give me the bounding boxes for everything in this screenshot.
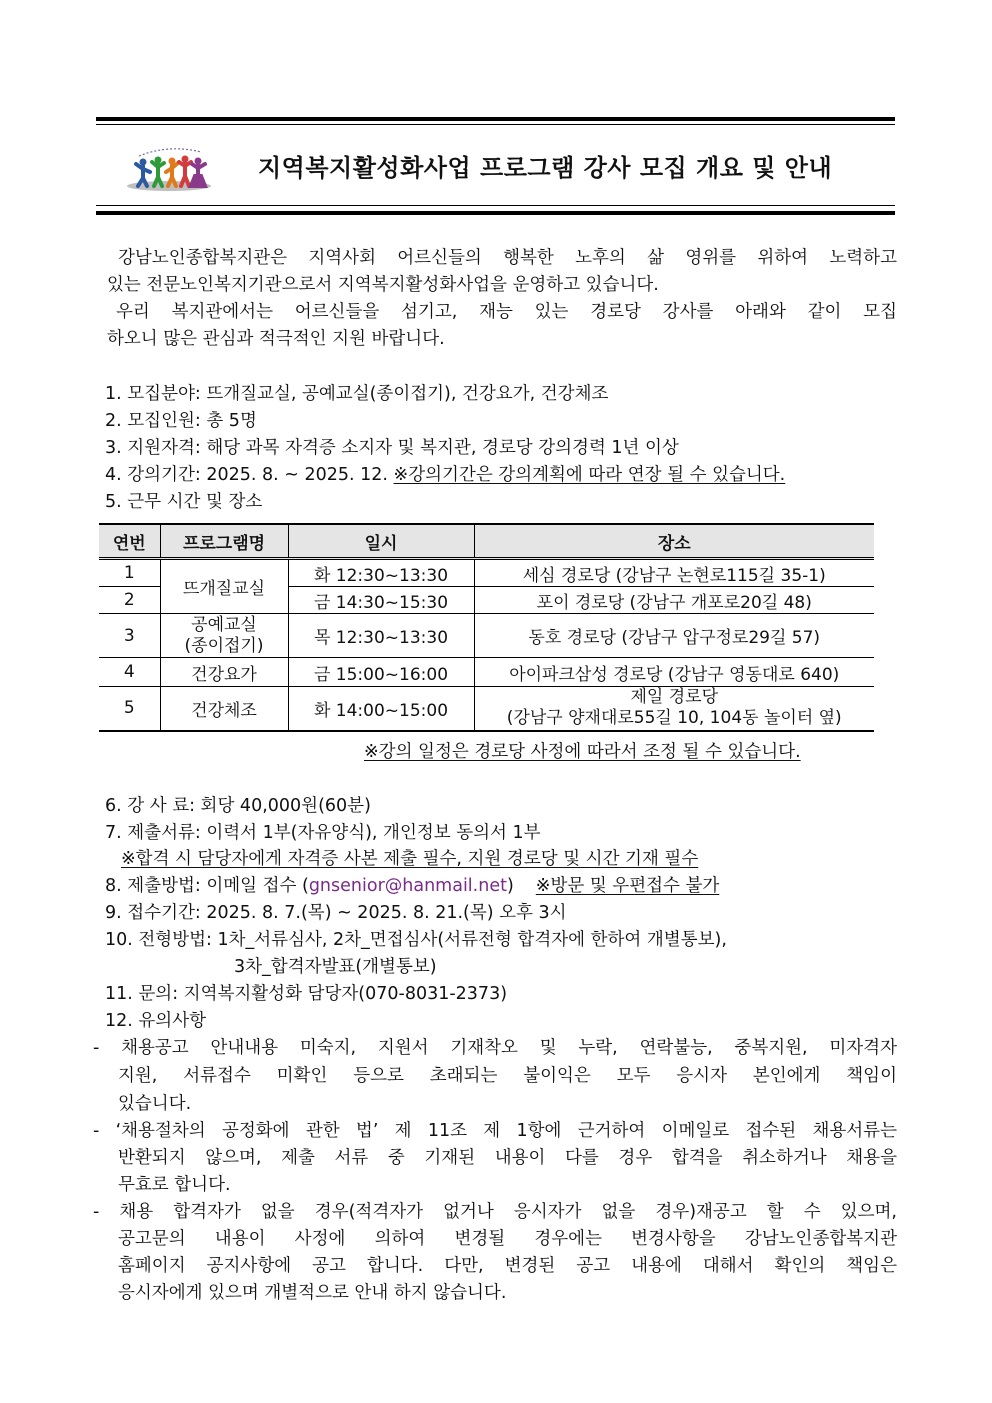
- header-top-rule-thick: [96, 117, 895, 121]
- intro-p1-line2: 있는 전문노인복지기관으로서 지역복지활성화사업을 운영하고 있습니다.: [107, 275, 659, 295]
- cell-place: 세심 경로당 (강남구 논현로115길 35-1): [474, 559, 874, 587]
- item-10-selection-line1: 10. 전형방법: 1차_서류심사, 2차_면접심사(서류전형 합격자에 한하여 개별통보),: [105, 930, 727, 950]
- item-8-close: ): [506, 876, 514, 896]
- table-row: [99, 658, 874, 687]
- note-3-line2: 공고문의 내용이 사정에 의하여 변경될 경우에는 변경사항을 강남노인종합복지관: [118, 1229, 897, 1249]
- cell-no: 5: [99, 687, 160, 731]
- note-1-line1: - 채용공고 안내내용 미숙지, 지원서 기재착오 및 누락, 연락불능, 중복지원, 미자격자: [93, 1038, 897, 1058]
- note-2-line1: - ‘채용절차의 공정화에 관한 법’ 제 11조 제 1항에 근거하여 이메일로 접수된 채용서류는: [93, 1121, 897, 1141]
- cell-time: 화 14:00~15:00: [288, 687, 474, 731]
- cell-program: [160, 614, 288, 658]
- col-header-time: 일시: [288, 524, 474, 559]
- note-1-line2: 지원, 서류접수 미확인 등으로 초래되는 불이익은 모두 응시자 본인에게 책임이: [118, 1066, 897, 1086]
- table-row: [99, 559, 874, 587]
- note-3-line4: 응시자에게 있으며 개별적으로 안내 하지 않습니다.: [118, 1283, 507, 1303]
- cell-no: 4: [99, 658, 160, 687]
- item-8-note: ※방문 및 우편접수 불가: [535, 876, 720, 896]
- cell-place: 아이파크삼성 경로당 (강남구 영동대로 640): [474, 658, 874, 687]
- item-6-fee: 6. 강 사 료: 회당 40,000원(60분): [105, 796, 371, 816]
- cell-no: 1: [99, 559, 160, 587]
- item-8-text: 8. 제출방법: 이메일 접수 (: [105, 876, 309, 896]
- cell-time: 금 14:30~15:30: [288, 587, 474, 614]
- cell-place: [474, 687, 874, 731]
- cell-program: 뜨개질교실: [160, 559, 288, 614]
- cell-time: 금 15:00~16:00: [288, 658, 474, 687]
- people-dancing-logo-icon: [125, 142, 213, 192]
- item-12-notes-heading: 12. 유의사항: [105, 1011, 207, 1031]
- item-11-inquiry: 11. 문의: 지역복지활성화 담당자(070-8031-2373): [105, 984, 508, 1004]
- cell-place: 포이 경로당 (강남구 개포로20길 48): [474, 587, 874, 614]
- cell-place-line1: 제일 경로당: [630, 687, 718, 708]
- cell-program: 건강체조: [160, 687, 288, 731]
- cell-time: 목 12:30~13:30: [288, 614, 474, 658]
- page-title: 지역복지활성화사업 프로그램 강사 모집 개요 및 안내: [258, 154, 833, 182]
- cell-program-line1: 공예교실: [191, 614, 257, 635]
- col-header-no: 연번: [99, 524, 160, 559]
- cell-place-line2: (강남구 양재대로55길 10, 104동 놀이터 옆): [506, 708, 842, 729]
- table-header-row: [99, 524, 874, 559]
- item-7-documents: 7. 제출서류: 이력서 1부(자유양식), 개인정보 동의서 1부: [105, 823, 541, 843]
- item-4-lecture-period: [105, 462, 785, 489]
- table-row: [99, 614, 874, 658]
- item-3-qualification: 3. 지원자격: 해당 과목 자격증 소지자 및 복지관, 경로당 강의경력 1년 이상: [105, 438, 679, 458]
- item-8-submit-method: [105, 873, 719, 900]
- cell-no: 2: [99, 587, 160, 614]
- header-bottom-rule-thin: [96, 205, 895, 206]
- col-header-program: 프로그램명: [160, 524, 288, 559]
- item-4-period-text: 4. 강의기간: 2025. 8. ~ 2025. 12.: [105, 465, 394, 485]
- item-2-recruit-count: 2. 모집인원: 총 5명: [105, 411, 257, 431]
- intro-p2-line1: 우리 복지관에서는 어르신들을 섬기고, 재능 있는 경로당 강사를 아래와 같이 모집: [116, 302, 897, 322]
- cell-program: 건강요가: [160, 658, 288, 687]
- item-5-time-place: 5. 근무 시간 및 장소: [105, 492, 263, 512]
- cell-place: 동호 경로당 (강남구 압구정로29길 57): [474, 614, 874, 658]
- item-10-selection-line2: 3차_합격자발표(개별통보): [234, 957, 437, 977]
- header-top-rule-thin: [96, 124, 895, 125]
- cell-time: 화 12:30~13:30: [288, 559, 474, 587]
- cell-no: 3: [99, 614, 160, 658]
- intro-p2-line2: 하오니 많은 관심과 적극적인 지원 바랍니다.: [107, 329, 445, 349]
- note-1-line3: 있습니다.: [118, 1094, 192, 1114]
- schedule-note: ※강의 일정은 경로당 사정에 따라서 조정 될 수 있습니다.: [364, 742, 801, 762]
- note-2-line2: 반환되지 않으며, 제출 서류 중 기재된 내용이 다를 경우 합격을 취소하거나 채용을: [118, 1148, 897, 1168]
- header-bottom-rule-thick: [96, 211, 895, 215]
- email-link[interactable]: gnsenior@hanmail.net: [308, 876, 507, 896]
- item-7-note: ※합격 시 담당자에게 자격증 사본 제출 필수, 지원 경로당 및 시간 기재 필수: [121, 849, 699, 869]
- col-header-place: 장소: [474, 524, 874, 559]
- cell-program-line2: (종이접기): [184, 635, 264, 656]
- item-1-recruit-field: 1. 모집분야: 뜨개질교실, 공예교실(종이접기), 건강요가, 건강체조: [105, 384, 609, 404]
- intro-p1-line1: 강남노인종합복지관은 지역사회 어르신들의 행복한 노후의 삶 영위를 위하여 노력하고: [118, 248, 897, 268]
- schedule-table: [99, 523, 874, 732]
- note-3-line1: - 채용 합격자가 없을 경우(적격자가 없거나 응시자가 없을 경우)재공고 할 수 있으며,: [93, 1202, 897, 1222]
- item-4-period-note: ※강의기간은 강의계획에 따라 연장 될 수 있습니다.: [393, 465, 786, 485]
- table-row: [99, 687, 874, 731]
- item-9-period: 9. 접수기간: 2025. 8. 7.(목) ~ 2025. 8. 21.(목) 오후 3시: [105, 903, 567, 923]
- note-3-line3: 홈페이지 공지사항에 공고 합니다. 다만, 변경된 공고 내용에 대해서 확인의 책임은: [118, 1256, 897, 1276]
- note-2-line3: 무효로 합니다.: [118, 1175, 231, 1195]
